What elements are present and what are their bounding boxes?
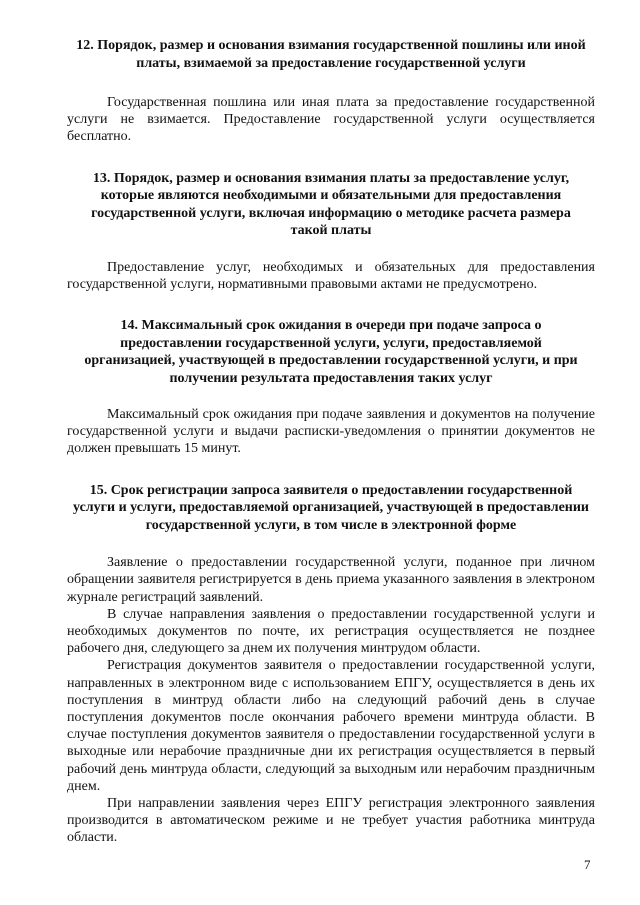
section-15-paragraph-3: Регистрация документов заявителя о предоставлении государственной услуги, направленных в электронном виде с использованием ЕПГУ, осуществляется в день их поступления в минтруд области либо на следующий рабочий день в случае поступления документов после окончания рабочего времени минтруда области. В случае поступления документов заявителя о предоставлении государственной услуги в выходные или нерабочие праздничные дни их регистрация осуществляется в первый рабочий день минтруда области, следующий за выходным или нерабочим праздничным днем. bbox=[67, 658, 595, 794]
section-15-paragraph-4: При направлении заявления через ЕПГУ регистрация электронного заявления производится в автоматическом режиме и не требует участия работника минтруда области. bbox=[67, 795, 595, 846]
page-content bbox=[67, 37, 595, 847]
section-14-paragraph: Максимальный срок ожидания при подаче заявления и документов на получение государственной услуги и выдачи расписки-уведомления о принятии документов не должен превышать 15 минут. bbox=[67, 407, 595, 457]
page-number: 7 bbox=[584, 857, 591, 872]
section-15-paragraph-1: Заявление о предоставлении государственной услуги, поданное при личном обращении заявителя регистрируется в день приема указанного заявления в электроном журнале регистраций заявлений. bbox=[67, 555, 595, 605]
section-15-heading: 15. Срок регистрации запроса заявителя о предоставлении государственной услуги и услуги, предоставляемой организацией, участвующей в предоставлении государственной услуги, в том числе в электронной форме bbox=[73, 482, 589, 533]
section-13-paragraph: Предоставление услуг, необходимых и обязательных для предоставления государственной услуги, нормативными правовыми актами не предусмотрено. bbox=[67, 259, 595, 292]
section-13-heading: 13. Порядок, размер и основания взимания платы за предоставление услуг, которые являются необходимыми и обязательными для предоставления государственной услуги, включая информацию о методике расчета размера такой платы bbox=[91, 170, 571, 239]
section-14-heading: 14. Максимальный срок ожидания в очереди при подаче запроса о предоставлении государственной услуги, услуги, предоставляемой организацией, участвующей в предоставлении государственной услуги, и при получении результата предоставления таких услуг bbox=[84, 318, 578, 386]
section-15-paragraph-2: В случае направления заявления о предоставлении государственной услуги и необходимых документов по почте, их регистрация осуществляется не позднее рабочего дня, следующего за днем их получения минтрудом области. bbox=[67, 606, 595, 657]
section-12-paragraph: Государственная пошлина или иная плата за предоставление государственной услуги не взимается. Предоставление государственной услуги осуществляется бесплатно. bbox=[67, 95, 595, 145]
section-12-heading: 12. Порядок, размер и основания взимания государственной пошлины или иной платы, взимаемой за предоставление государственной услуги bbox=[76, 38, 586, 71]
